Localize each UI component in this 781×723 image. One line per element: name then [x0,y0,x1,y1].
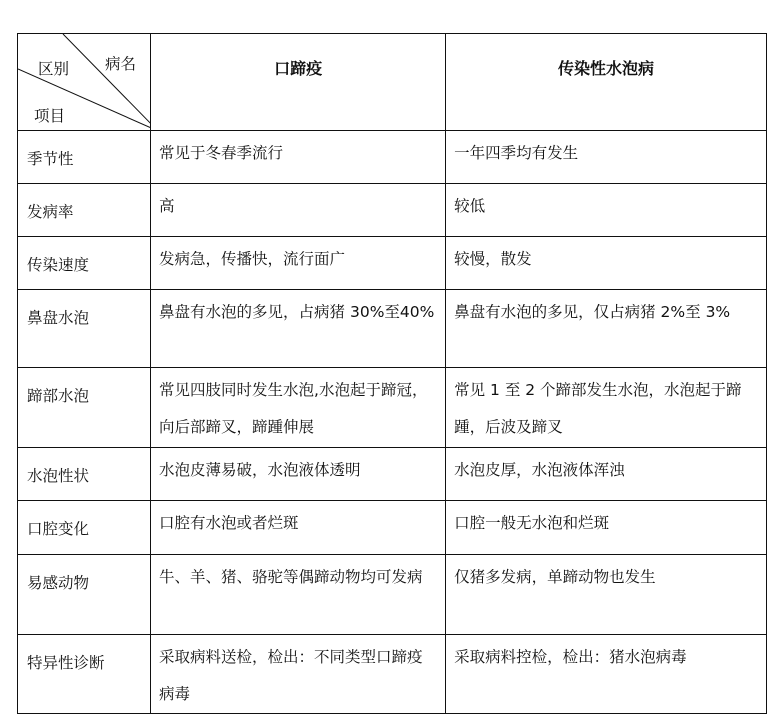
cell-fmd: 牛、羊、猪、骆驼等偶蹄动物均可发病 [151,555,446,635]
cell-svd: 常见 1 至 2 个蹄部发生水泡，水泡起于蹄踵，后波及蹄叉 [446,368,767,448]
table-row [18,184,767,237]
corner-difference-label: 区别 [38,60,70,78]
row-label: 发病率 [18,184,151,237]
comparison-table [17,33,767,714]
cell-svd: 鼻盘有水泡的多见，仅占病猪 2%至 3% [446,290,767,368]
corner-header-cell [18,34,151,131]
table-row [18,368,767,448]
cell-fmd: 发病急，传播快，流行面广 [151,237,446,290]
table-row [18,501,767,555]
table-row [18,237,767,290]
cell-svd: 一年四季均有发生 [446,131,767,184]
row-label: 水泡性状 [18,448,151,501]
cell-fmd: 鼻盘有水泡的多见，占病猪 30%至40% [151,290,446,368]
column-header-fmd: 口蹄疫 [151,34,446,131]
table-row [18,635,767,714]
corner-item-label: 项目 [34,107,66,125]
cell-fmd: 常见四肢同时发生水泡,水泡起于蹄冠，向后部蹄叉，蹄踵伸展 [151,368,446,448]
corner-disease-name-label: 病名 [105,55,137,73]
row-label: 口腔变化 [18,501,151,555]
cell-fmd: 常见于冬春季流行 [151,131,446,184]
cell-svd: 采取病料控检，检出：猪水泡病毒 [446,635,767,714]
row-label: 传染速度 [18,237,151,290]
row-label: 季节性 [18,131,151,184]
cell-fmd: 采取病料送检，检出：不同类型口蹄疫病毒 [151,635,446,714]
table-row [18,448,767,501]
row-label: 蹄部水泡 [18,368,151,448]
table-row [18,555,767,635]
cell-svd: 口腔一般无水泡和烂斑 [446,501,767,555]
cell-svd: 水泡皮厚，水泡液体浑浊 [446,448,767,501]
cell-svd: 较低 [446,184,767,237]
table-row [18,290,767,368]
cell-svd: 仅猪多发病，单蹄动物也发生 [446,555,767,635]
row-label: 鼻盘水泡 [18,290,151,368]
row-label: 特异性诊断 [18,635,151,714]
cell-fmd: 口腔有水泡或者烂斑 [151,501,446,555]
cell-fmd: 水泡皮薄易破，水泡液体透明 [151,448,446,501]
table-row [18,131,767,184]
column-header-svd: 传染性水泡病 [446,34,767,131]
row-label: 易感动物 [18,555,151,635]
cell-svd: 较慢，散发 [446,237,767,290]
header-row [18,34,767,131]
cell-fmd: 高 [151,184,446,237]
